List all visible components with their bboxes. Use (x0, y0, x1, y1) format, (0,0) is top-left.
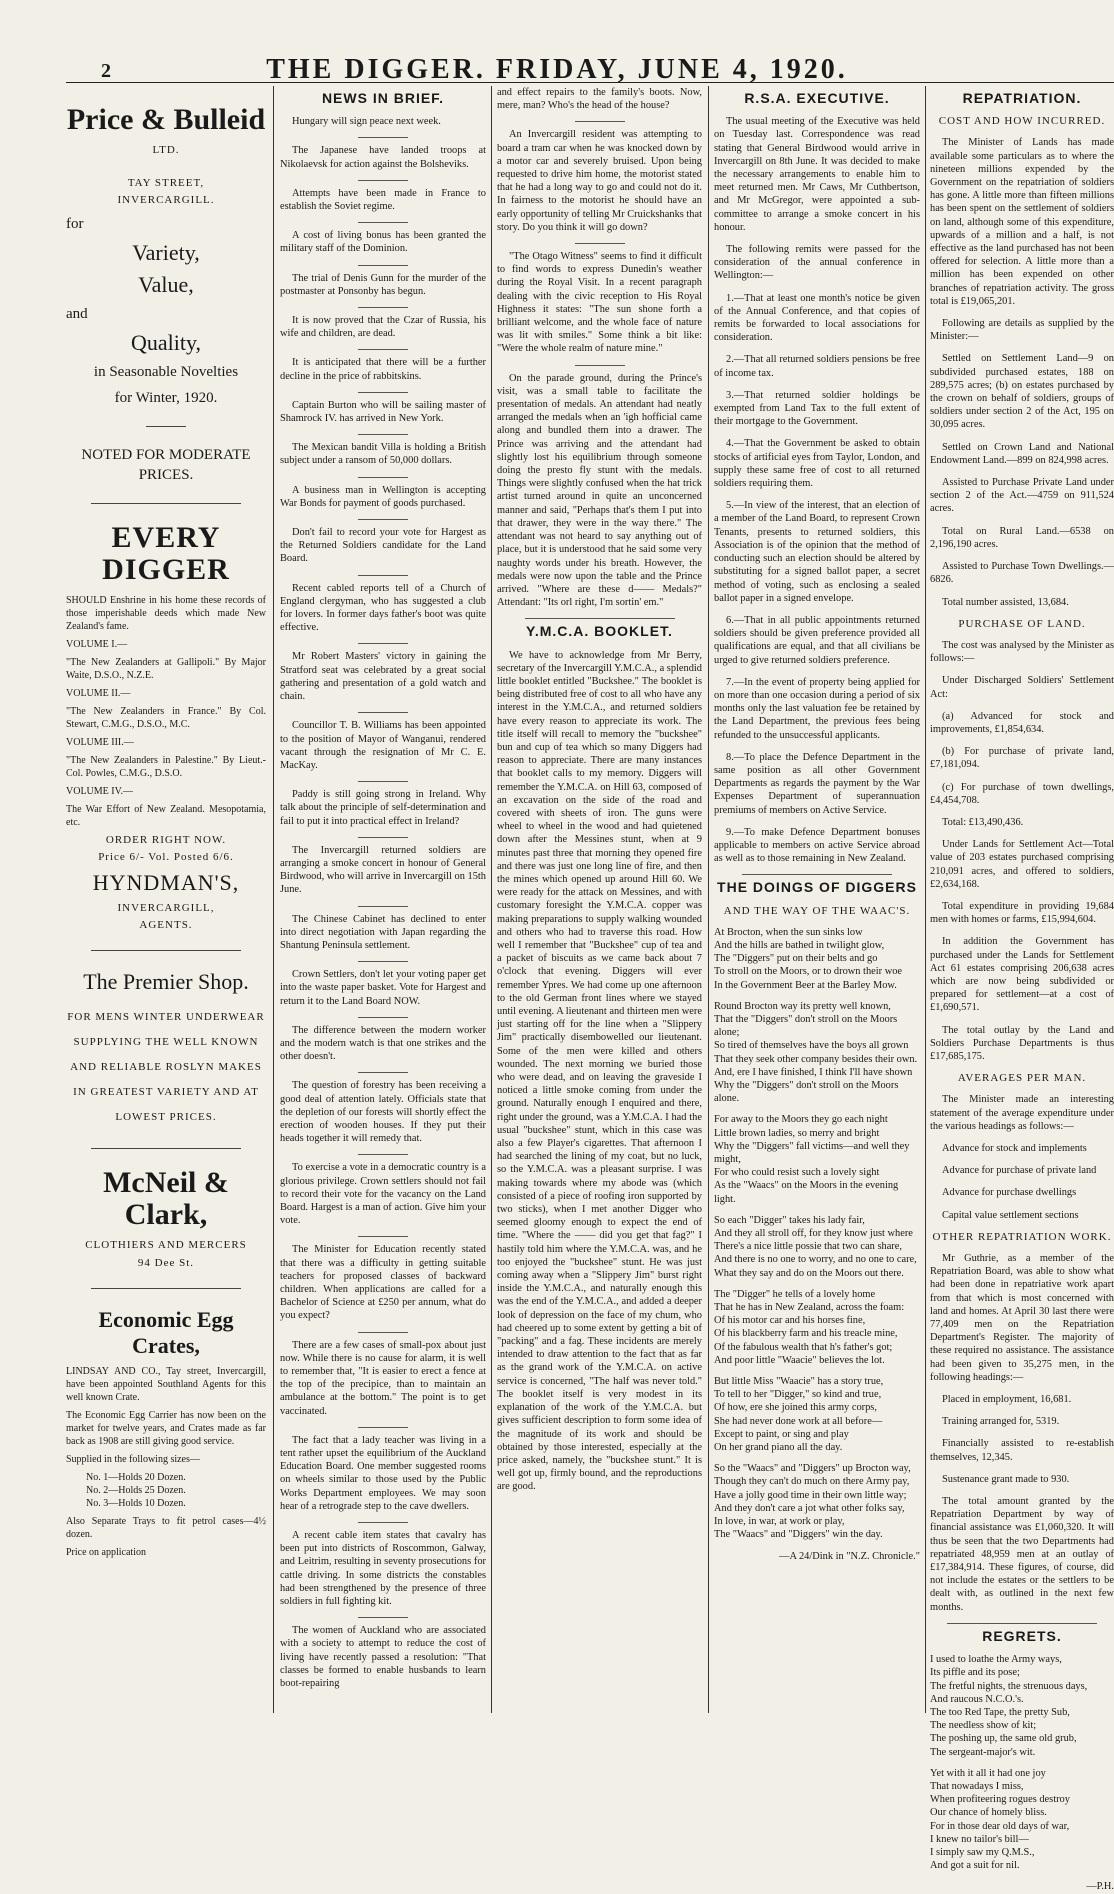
item-divider (358, 180, 408, 181)
article-paragraph: Sustenance grant made to 930. (942, 1473, 1070, 1485)
news-item: Councillor T. B. Williams has been appointed to the position of Mayor of Wanganui, rendered vacant through the resignation of Mr C. E. MacKay. (280, 720, 486, 771)
ad-text: "The New Zealanders at Gallipoli." By Major Waite, D.S.O., N.Z.E. (66, 656, 266, 681)
article-paragraph: The total amount granted by the Repatriation Department by way of financial assistance was £1,060,320. It will thus be seen that the two Departments had repatriated 48,959 men at an outlay of £17,384,914. These figures, of course, did not include the estates or the settlers to be dealt with, as outlined in the next few months. (930, 1496, 1114, 1613)
item-divider (358, 307, 408, 308)
every-digger-ad (66, 522, 266, 933)
column-rule (708, 86, 709, 1713)
ad-text: Price on application (66, 1546, 146, 1558)
section-subheading: OTHER REPATRIATION WORK. (932, 1230, 1112, 1243)
ad-text: ORDER RIGHT NOW. (105, 833, 227, 846)
egg-crates-ad (66, 1307, 266, 1559)
article-paragraph: Total on Rural Land.—6538 on 2,196,190 acres. (930, 525, 1114, 550)
poem-line: Of how, ere she joined this army corps, (714, 1402, 877, 1414)
remit-item: 2.—That all returned soldiers pensions be free of income tax. (714, 354, 920, 379)
poem-line: Yet with it all it had one joy (930, 1767, 1046, 1779)
item-divider (358, 643, 408, 644)
item-divider (575, 365, 625, 366)
poem-line: For away to the Moors they go each night (714, 1114, 888, 1126)
remit-item: 9.—To make Defence Department bonuses applicable to members on active Service abroad as well as to those remaining in New Zealand. (714, 826, 920, 865)
news-item: It is now proved that the Czar of Russia, his wife and children, are dead. (280, 315, 486, 340)
column-rule (491, 86, 492, 1713)
item-divider (358, 1072, 408, 1073)
article-paragraph: Assisted to Purchase Town Dwellings.—6826. (930, 561, 1114, 586)
news-item: Paddy is still going strong in Ireland. Why talk about the principle of self-determination and fail to put it into practical effect in Ireland? (280, 789, 486, 827)
article-paragraph: Under Discharged Soldiers' Settlement Act: (930, 675, 1114, 700)
ad-text: VOLUME III.— (66, 736, 134, 748)
news-item: Don't fail to record your vote for Hargest as the Returned Soldiers candidate for the Land Board. (280, 527, 486, 565)
item-divider (358, 781, 408, 782)
remit-item: 3.—That returned soldier holdings be exempted from Land Tax to the full extent of their mortgage to the Government. (714, 389, 920, 428)
ad-text: Also Separate Trays to fit petrol cases—4½ dozen. (66, 1515, 266, 1540)
article-paragraph: (c) For purchase of town dwellings, £4,454,708. (930, 781, 1114, 806)
poem-line: Of his blackberry farm and his treacle mine, (714, 1328, 898, 1340)
news-item: Crown Settlers, don't let your voting paper get into the waste paper basket. Vote for Hargest and return it to the Land Board NOW. (280, 969, 486, 1007)
ad-text: TAY STREET, (127, 177, 205, 190)
news-item: The women of Auckland who are associated with a society to attempt to reduce the cost of living have recently passed a resolution: "That classes be formed to enable husbands to learn boot-repairing (280, 1625, 486, 1690)
section-heading: Y.M.C.A. BOOKLET. (526, 623, 673, 640)
ad-text: 94 Dee St. (137, 1256, 195, 1269)
poem-line: The sergeant-major's wit. (930, 1746, 1036, 1758)
ad-title: EVERY DIGGER (102, 520, 230, 586)
ad-text: SHOULD Enshrine in his home these records of those imperishable deeds which made New Zealand's fame. (66, 594, 266, 632)
article-paragraph: Following are details as supplied by the Minister:— (930, 318, 1114, 343)
remit-item: 5.—In view of the interest, that an election of a member of the Land Board, to represent Crown Tenants, presents to returned soldiers, this Association is of the opinion that the method of conducting such an election should be altered by substituting for a signed ballot paper, a secret method of voting, such as enclosing a sealed ballot paper in a signed envelope. (714, 500, 920, 604)
ad-text: "The New Zealanders in Palestine." By Lieut.-Col. Powles, C.M.G., D.S.O. (66, 754, 266, 779)
page-number: 2 (101, 60, 111, 82)
poem-line: And they don't care a jot what other folks say, (714, 1502, 905, 1514)
ad-text: No. 2—Holds 25 Dozen. (86, 1484, 186, 1496)
news-item: It is anticipated that there will be a further decline in the price of rabbitskins. (280, 357, 486, 382)
article-paragraph: The Minister of Lands has made available some particulars as to where the nineteen millions expended by the Government on the repatriation of soldiers has gone. A little more than fifteen millions has been spent on the settlement of soldiers on land, although some of this expenditure, upwards of a million and a half, is not effective as the land purchased has not been offered for selection. A little more than a million has been expended on other branches of repatriation activity. The gross total is £19,065,201. (930, 137, 1114, 307)
poem-line: Have a jolly good time in their own little way; (714, 1489, 907, 1501)
item-divider (358, 477, 408, 478)
section-subheading: AND THE WAY OF THE WAAC'S. (723, 904, 911, 917)
ad-text: in Seasonable Novelties (93, 363, 239, 380)
poem-line: I simply saw my Q.M.S., (930, 1846, 1035, 1858)
article-paragraph: Financially assisted to re-establish themselves, 12,345. (930, 1438, 1114, 1463)
article-paragraph: The following remits were passed for the consideration of the annual conference in Wellington:— (714, 244, 920, 282)
poem-line: Our chance of homely bliss. (930, 1807, 1047, 1819)
column-rule (925, 86, 926, 1713)
poem-line: The fretful nights, the strenuous days, (930, 1680, 1088, 1692)
ad-divider (91, 503, 241, 504)
section-divider (947, 1623, 1097, 1624)
poem-line: Of the fabulous wealth that h's father's got; (714, 1341, 893, 1353)
ad-text: The Economic Egg Carrier has now been on the market for twelve years, and Crates made as far back as 1908 are still giving good service. (66, 1409, 266, 1447)
article-paragraph: Advance for purchase dwellings (942, 1187, 1077, 1199)
poem-line: As the "Waacs" on the Moors in the evening light. (714, 1180, 899, 1205)
news-item: A business man in Wellington is accepting War Bonds for payment of goods purchased. (280, 484, 486, 509)
poem-line: And the hills are bathed in twilight glow, (714, 939, 885, 951)
poem-line: The poshing up, the same old grub, (930, 1733, 1077, 1745)
news-item: Recent cabled reports tell of a Church of England clergyman, who has suggested a club for lovers. In former days father's boot was quite effective. (280, 582, 486, 634)
item-divider (358, 1332, 408, 1333)
poem-line: For who could resist such a lovely sight (714, 1167, 880, 1179)
news-item: Captain Burton who will be sailing master of Shamrock IV. has arrived in New York. (280, 399, 486, 425)
news-item: The difference between the modern worker and the modern watch is that one strikes and the other doesn't. (280, 1024, 486, 1063)
poem-line: That he has in New Zealand, across the foam: (714, 1302, 905, 1314)
news-item: The trial of Denis Gunn for the murder of the postmaster at Ponsonby has begun. (280, 272, 486, 297)
mcneil-clark-ad (66, 1167, 266, 1269)
remit-item: 4.—That the Government be asked to obtain stocks of artificial eyes from Taylor, London, and supply these same free of cost to all returned soldiers requiring them. (714, 438, 920, 490)
poem-line: So each "Digger" takes his lady fair, (714, 1214, 865, 1226)
ad-title: HYNDMAN'S, (92, 870, 240, 896)
poem-line: Why the "Diggers" fall victims—and well they might, (714, 1140, 910, 1166)
section-subheading: AVERAGES PER MAN. (957, 1072, 1087, 1085)
advertisements-column (66, 86, 266, 1713)
poem-line: What they say and do on the Moors out there. (714, 1267, 904, 1279)
ad-text: "The New Zealanders in France." By Col. Stewart, C.M.G., D.S.O., M.C. (66, 705, 266, 730)
item-divider (358, 434, 408, 435)
poem-line: That they seek other company besides their own. (714, 1053, 918, 1065)
item-divider (575, 243, 625, 244)
section-heading: REPATRIATION. (962, 90, 1082, 106)
column-four (714, 86, 920, 1713)
ad-title: The Premier Shop. (83, 969, 249, 995)
article-paragraph: Advance for purchase of private land (942, 1165, 1097, 1177)
news-item: To exercise a vote in a democratic country is a glorious privilege. Crown settlers should not fail to record their vote for the vacancy on the Land Board. Hargest is a man of action. Give him your vote. (280, 1162, 486, 1227)
remit-item: 8.—To place the Defence Department in the same position as all other Government Departments as regards the payment by the War Expenses Department of superannuation premiums of members on Active Service. (714, 751, 920, 816)
article-paragraph: On the parade ground, during the Prince's visit, was a small table to facilitate the presentation of medals. An attendant had neatly arranged the medals when an 'igh hofficial came along and bundled them into a drawer. The Prince was arriving and the attendant had slightly lost his equilibrium through someone doing the presto fly stunt with the medals. Things were slightly confused when the hat trick artist turned around in quite an unconcerned manner and said, "Perhaps that's them I put into that drawer, they were in the way there." The attendant was not heard to say anything out of place, but it is understood that he said some very naughty words under his breath. However, the medals were now upon the table and the Prince arrived. "Where are these d—— Medals?" Attendant: "Its orl right, I'm sortin' em." (497, 372, 702, 609)
news-item: A cost of living bonus has been granted the military staff of the Dominion. (280, 230, 486, 255)
ad-divider (91, 950, 241, 951)
article-paragraph: The Minister made an interesting statement of the average expenditure under the various headings as follows:— (930, 1094, 1114, 1132)
item-divider (358, 392, 408, 393)
news-item: The fact that a lady teacher was living in a tent rather upset the equilibrium of the Auckland Education Board. One member suggested rooms on wheels similar to those used by the Public Works Department employees. We may soon hear of a retrograde step to the cave dwellers. (280, 1434, 486, 1512)
poem-line: And, ere I have finished, I think I'll have shown (714, 1066, 913, 1078)
article-paragraph: "The Otago Witness" seems to find it difficult to find words to express Dunedin's weather during the Royal Visit. In a recent paragraph dealing with the civic reception to His Royal Highness it states: "The sun shone forth a brilliant welcome, and the whole face of nature was lit with smiles." Some think a bit like: "Were the whole realm of nature mine." (497, 251, 702, 355)
item-divider (358, 265, 408, 266)
article-paragraph: We have to acknowledge from Mr Berry, secretary of the Invercargill Y.M.C.A., a splendid little booklet entitled "Buckshee." The booklet is being distributed free of cost to all who have any interest in the Y.M.C.A., and returned soldiers have every reason to appreciate its work. The title itself will recall to memory the "buckshee" bun and cup of tea which so many Diggers had reason to appreciate. There are many instances that booklet calls to my memory. Diggers will remember the Y.M.C.A. on Hill 63, composed of an excavation on the side of the road and covered with sheets of iron. The guns were wheel to wheel in the wood and had quietened down after the Messines stunt, when at 9 minutes past three that morning they opened fire and there was just one long line of fire, and then the mines which opened up around Hill 60. We were ready for the attack on Messines, and with customary foresight the Y.M.C.A. copper was making preparations to supply walking wounded and others who had to traverse this road. How well I remember that "Buckshee" cup of tea and a packet of biscuits as we came back about 7 o'clock that evening. Diggers will ever remember Ypres. We had come up one afternoon to the old German front lines where we stayed until evening. A lieutenant and thirteen men were just starting off for the line when a "Slippery Jim" practically disembowelled our lieutenant. Some of the men were killed and others wounded. The next morning we buried those who were dead, and on leaving the graveside I noticed a little smoke coming from under the ground. Naturally enough I enquired and there, right under the ground, was a Y.M.C.A. I had the usual "buckshee" stunt, which in this case was also a few Player's cigarettes. That afternoon I had searched the lining of my coat, but no luck, so the Y.M.C.A. was a pleasant surprise. I was making towards where my abode was (which consisted of a piece of roofing iron supported by two sticks), when I met another Digger who seemed gloomy enough to expect the end of time. "Where the —— did you get that fag?" I hastily told him where the Y.M.C.A. was, and he too enjoyed the "buckshee" stunt. He was just coming away when a "Slippery Jim" burst right inside the Y.M.C.A., and naturally enough this was the end of the Y.M.C.A., and added a deeper look of depression on the face of my chum, who had cheered up to some extent by getting a bit of "packing" and a fag. These incidents are merely intended to draw attention to the fact that as far as the grand work of the Y.M.C.A. on active service is concerned, "The half was never told." The booklet itself is very modest in its explanation of the work of the Y.M.C.A. but gives sufficient description to form some idea of the magnitude of its work and should be obtained by those interested, especially at the price asked, namely, the "buckshee stunt." It is well got up, firmly bound, and the reproductions are good. (497, 649, 702, 1493)
poem-line: In the Government Beer at the Barley Mow. (714, 979, 897, 991)
poem-credit: —A 24/Dink in "N.Z. Chronicle." (779, 1550, 920, 1562)
ad-text: CLOTHIERS AND MERCERS (85, 1239, 247, 1252)
poem-line: So the "Waacs" and "Diggers" up Brocton way, (714, 1463, 911, 1475)
column-three (497, 86, 702, 1713)
section-heading: THE DOINGS OF DIGGERS (717, 879, 917, 896)
column-five (930, 86, 1114, 1893)
poem-line: Round Brocton way its pretty well known, (714, 1000, 891, 1012)
newspaper-title: THE DIGGER. FRIDAY, JUNE 4, 1920. (266, 54, 848, 85)
item-divider (358, 1427, 408, 1428)
news-item: There are a few cases of small-pox about just now. While there is no cause for alarm, it is well to remember that, "It is easier to erect a fence at the top of the precipice, than to maintain an ambulance at the bottom." The point is to get vaccinated. (280, 1339, 486, 1417)
article-paragraph: An Invercargill resident was attempting to board a tram car when he was knocked down by a motor car and severely bruised. Upon being requested to drive him home, the motorist stated that he had a long way to go and could not do it. In fairness to the motorist he should have an early opportunity of telling Mr Cruickshanks that story. Do you think it will go down? (497, 129, 702, 233)
news-item: Hungary will sign peace next week. (292, 116, 441, 128)
article-paragraph: (b) For purchase of private land, £7,181,094. (930, 746, 1114, 771)
ad-text: The War Effort of New Zealand. Mesopotamia, etc. (66, 803, 266, 828)
poem-line: And there is no one to worry, and no one to care, (714, 1254, 917, 1266)
poem-line: Of his motor car and his horses fine, (714, 1315, 866, 1327)
section-heading: NEWS IN BRIEF. (321, 90, 445, 106)
remit-item: 1.—That at least one month's notice be given of the Annual Conference, and that copies of remits be forwarded to local associations for consideration. (714, 292, 920, 344)
poem-line: There's a nice little possie that two can share, (714, 1241, 902, 1253)
ad-text: INVERCARGILL. (117, 194, 215, 207)
ad-text: for Winter, 1920. (114, 389, 218, 406)
ad-text: AGENTS. (139, 919, 193, 932)
ad-text: Quality, (130, 329, 202, 355)
news-item: A recent cable item states that cavalry has been put into districts of Roscommon, Galway, and Leitrim, resulting in seventy prosecutions for cattle driving. In some districts the constables had been strengthened by the presence of three soldiers in full fighting kit. (280, 1530, 486, 1608)
poem-line: Why the "Diggers" don't stroll on the Moors alone. (714, 1080, 899, 1105)
ad-text: VOLUME IV.— (66, 785, 134, 797)
poem-line: For in those dear old days of war, (930, 1820, 1070, 1832)
poem-line: And poor little "Waacie" believes the lot. (714, 1354, 885, 1366)
news-item: The Invercargill returned soldiers are arranging a smoke concert in honour of General Birdwood, who will arrive in Invercargill on 15th June. (280, 844, 486, 896)
item-divider (358, 222, 408, 223)
ad-text: Value, (138, 271, 194, 297)
poem-line: Little brown ladies, so merry and bright (714, 1127, 880, 1139)
remit-item: 6.—That in all public appointments returned soldiers should be given preference provided all qualifications are equal, and that all civilians be urged to give returned soldiers preference. (714, 614, 920, 666)
ad-title: Price & Bulleid (66, 103, 266, 136)
item-divider (358, 1522, 408, 1523)
poem-line: The needless show of kit; (930, 1720, 1037, 1732)
article-paragraph: Mr Guthrie, as a member of the Repatriation Board, was able to show what had been done in repatriative work apart from that which is most concerned with land and homes. At April 30 last there were 77,409 men on the Repatriation Department's Register. The majority of these required no assistance. The assistance had been given to 35,275 men, in the following headings:— (930, 1253, 1114, 1383)
ad-text: NOTED FOR MODERATE PRICES. (81, 446, 251, 483)
item-divider (358, 575, 408, 576)
section-heading: REGRETS. (982, 1627, 1062, 1644)
item-divider (358, 961, 408, 962)
poem-line: I knew no tailor's bill— (930, 1833, 1029, 1845)
ad-text: Variety, (132, 239, 200, 265)
item-divider (358, 1617, 408, 1618)
ad-text: for (66, 215, 84, 232)
ad-text: and (66, 305, 88, 322)
ad-title: Economic Egg Crates, (98, 1306, 234, 1358)
poem-line: And got a suit for nil. (930, 1860, 1020, 1872)
news-item: Attempts have been made in France to establish the Soviet regime. (280, 187, 486, 213)
item-divider (358, 137, 408, 138)
item-divider (358, 1236, 408, 1237)
poem (930, 1653, 1114, 1872)
poem-line: So tired of themselves have the boys all grown (714, 1040, 909, 1052)
poem-line: The "Waacs" and "Diggers" win the day. (714, 1529, 883, 1541)
ad-title: McNeil & Clark, (103, 1166, 229, 1232)
article-paragraph: Settled on Settlement Land—9 on subdivided purchased estates, 188 on 289,575 acres; (b) on estates purchased by the crown on behalf of soldiers, groups of soldiers under section 2 of the Act, 195 on 30,095 acres. (930, 353, 1114, 431)
poem-line: When profiteering rogues destroy (930, 1794, 1070, 1806)
article-paragraph: (a) Advanced for stock and improvements, £1,854,634. (930, 710, 1114, 735)
ad-text: LTD. (152, 144, 180, 156)
item-divider (358, 906, 408, 907)
masthead (0, 0, 1114, 84)
news-item: Mr Robert Masters' victory in gaining the Stratford seat was celebrated by a great social gathering and presentation of a gold watch and chain. (280, 651, 486, 703)
poem-line: In love, in war, at work or play, (714, 1516, 845, 1528)
poem-line: At Brocton, when the sun sinks low (714, 926, 863, 938)
section-divider (742, 874, 892, 875)
article-paragraph: Advance for stock and implements (942, 1143, 1087, 1154)
item-divider (358, 349, 408, 350)
section-divider (525, 618, 675, 619)
section-heading: R.S.A. EXECUTIVE. (744, 90, 890, 106)
item-divider (358, 837, 408, 838)
item-divider (358, 1154, 408, 1155)
poem-line: She had never done work at all before— (714, 1415, 883, 1427)
poem-line: Though they can't do much on there Army pay, (714, 1476, 910, 1488)
ad-divider (91, 1288, 241, 1289)
news-item: The Mexican bandit Villa is holding a British subject under a ransom of 50,000 dollars. (280, 442, 486, 467)
article-paragraph: Settled on Crown Land and National Endowment Land.—899 on 824,998 acres. (930, 441, 1114, 466)
ad-text: INVERCARGILL, (117, 902, 215, 915)
article-paragraph: Training arranged for, 5319. (942, 1416, 1060, 1428)
poem-line: But little Miss "Waacie" has a story true, (714, 1376, 884, 1388)
article-paragraph: Total: £13,490,436. (942, 816, 1024, 828)
remit-item: 7.—In the event of property being applied for on more than one occasion during a period of six months only the last valuation fee be retained by the Land Department, the previous fees being refunded to the unsuccessful applicants. (714, 676, 920, 741)
item-divider (358, 519, 408, 520)
article-paragraph: and effect repairs to the family's boots. Now, mere, man? Who's the head of the house? (497, 87, 702, 112)
poem-line: The "Digger" he tells of a lovely home (714, 1288, 876, 1300)
ad-text: FOR MENS WINTER UNDERWEAR SUPPLYING THE WELL KNOWN AND RELIABLE ROSLYN MAKES IN GREATEST VARIETY AND AT LOWEST PRICES. (67, 1011, 265, 1124)
news-item: The Chinese Cabinet has declined to enter into direct negotiation with Japan regarding the Shantung Peninsula settlement. (280, 913, 486, 951)
news-in-brief-column (280, 86, 486, 1713)
ad-text: VOLUME I.— (66, 638, 128, 650)
news-item: The Minister for Education recently stated that there was a difficulty in getting suitable teachers for proposed classes of backward children. When applications are called for a Bachelor of Science at £250 per annum, what do you expect? (280, 1244, 486, 1322)
poem-line: The too Red Tape, the pretty Sub, (930, 1706, 1070, 1718)
ad-text: LINDSAY AND CO., Tay street, Invercargill, have been appointed Southland Agents for this well known Crate. (66, 1365, 266, 1403)
poem-line: That the "Diggers" don't stroll on the Moors alone; (714, 1013, 898, 1039)
premier-shop-ad (66, 969, 266, 1130)
news-item: The Japanese have landed troops at Nikolaevsk for action against the Bolsheviks. (280, 145, 486, 170)
article-paragraph: Under Lands for Settlement Act—Total value of 203 estates purchased comprising 210,091 acres, and offered to soldiers, £2,634,168. (930, 839, 1114, 890)
article-paragraph: Assisted to Purchase Private Land under section 2 of the Act.—4759 on 911,524 acres. (930, 477, 1114, 515)
poem-line: Its piffle and its pose; (930, 1667, 1020, 1679)
poem (714, 926, 920, 1542)
article-paragraph: Capital value settlement sections (942, 1209, 1079, 1221)
column-rule (273, 86, 274, 1713)
ad-divider (146, 426, 186, 427)
poem-line: That nowadays I miss, (930, 1780, 1024, 1792)
ad-text: VOLUME II.— (66, 687, 131, 699)
ad-divider (91, 1148, 241, 1149)
price-bulleid-ad (66, 104, 266, 485)
news-item: The question of forestry has been receiving a good deal of attention lately. Officials state that the depletion of our forests will shortly effect the erection of wooden houses. If they put their heads together it will remedy that. (280, 1080, 486, 1145)
article-paragraph: Total expenditure in providing 19,684 men with homes or farms, £15,994,604. (930, 900, 1114, 926)
poem-line: And raucous N.C.O.'s. (930, 1693, 1024, 1705)
article-paragraph: In addition the Government has purchased under the Lands for Settlement Act 61 estates comprising 206,638 acres which are now being subdivided or prepared for settlement—at a cost of £1,690,571. (930, 936, 1114, 1014)
ad-text: No. 3—Holds 10 Dozen. (86, 1497, 186, 1509)
item-divider (358, 712, 408, 713)
section-subheading: PURCHASE OF LAND. (958, 617, 1086, 630)
section-subheading: COST AND HOW INCURRED. (938, 115, 1106, 128)
ad-text: Price 6/- Vol. Posted 6/6. (98, 850, 234, 863)
poem-line: On her grand piano all the day. (714, 1442, 843, 1454)
article-paragraph: Total number assisted, 13,684. (942, 596, 1069, 608)
article-paragraph: The usual meeting of the Executive was held on Tuesday last. Correspondence was read stating that General Birdwood would arrive in Invercargill on 8th June. It was decided to make the necessary arrangements to enable him to meet returned men. Mr Caws, Mr Cuthbertson, and Mr McGregor, were appointed a sub-committee to arrange a smoke concert in his honour. (714, 116, 920, 233)
poem-line: And they all stroll off, for they know just where (714, 1228, 913, 1240)
poem-line: I used to loathe the Army ways, (930, 1654, 1062, 1666)
item-divider (575, 121, 625, 122)
poem-line: The "Diggers" put on their belts and go (714, 953, 878, 965)
brief-list (280, 115, 486, 1690)
masthead-rule (66, 82, 1114, 83)
article-paragraph: Placed in employment, 16,681. (942, 1394, 1072, 1406)
ad-text: No. 1—Holds 20 Dozen. (86, 1471, 186, 1483)
article-paragraph: The total outlay by the Land and Soldiers Purchase Departments is thus £17,685,175. (930, 1024, 1114, 1062)
poem-line: Except to paint, or sing and play (714, 1428, 849, 1440)
ad-text: Supplied in the following sizes— (66, 1453, 200, 1465)
poem-line: To stroll on the Moors, or to drown their woe (714, 966, 903, 978)
poem-signoff: —P.H. (1086, 1881, 1114, 1893)
item-divider (358, 1017, 408, 1018)
poem-line: To tell to her "Digger," so kind and true, (714, 1389, 882, 1401)
article-paragraph: The cost was analysed by the Minister as follows:— (930, 639, 1114, 665)
